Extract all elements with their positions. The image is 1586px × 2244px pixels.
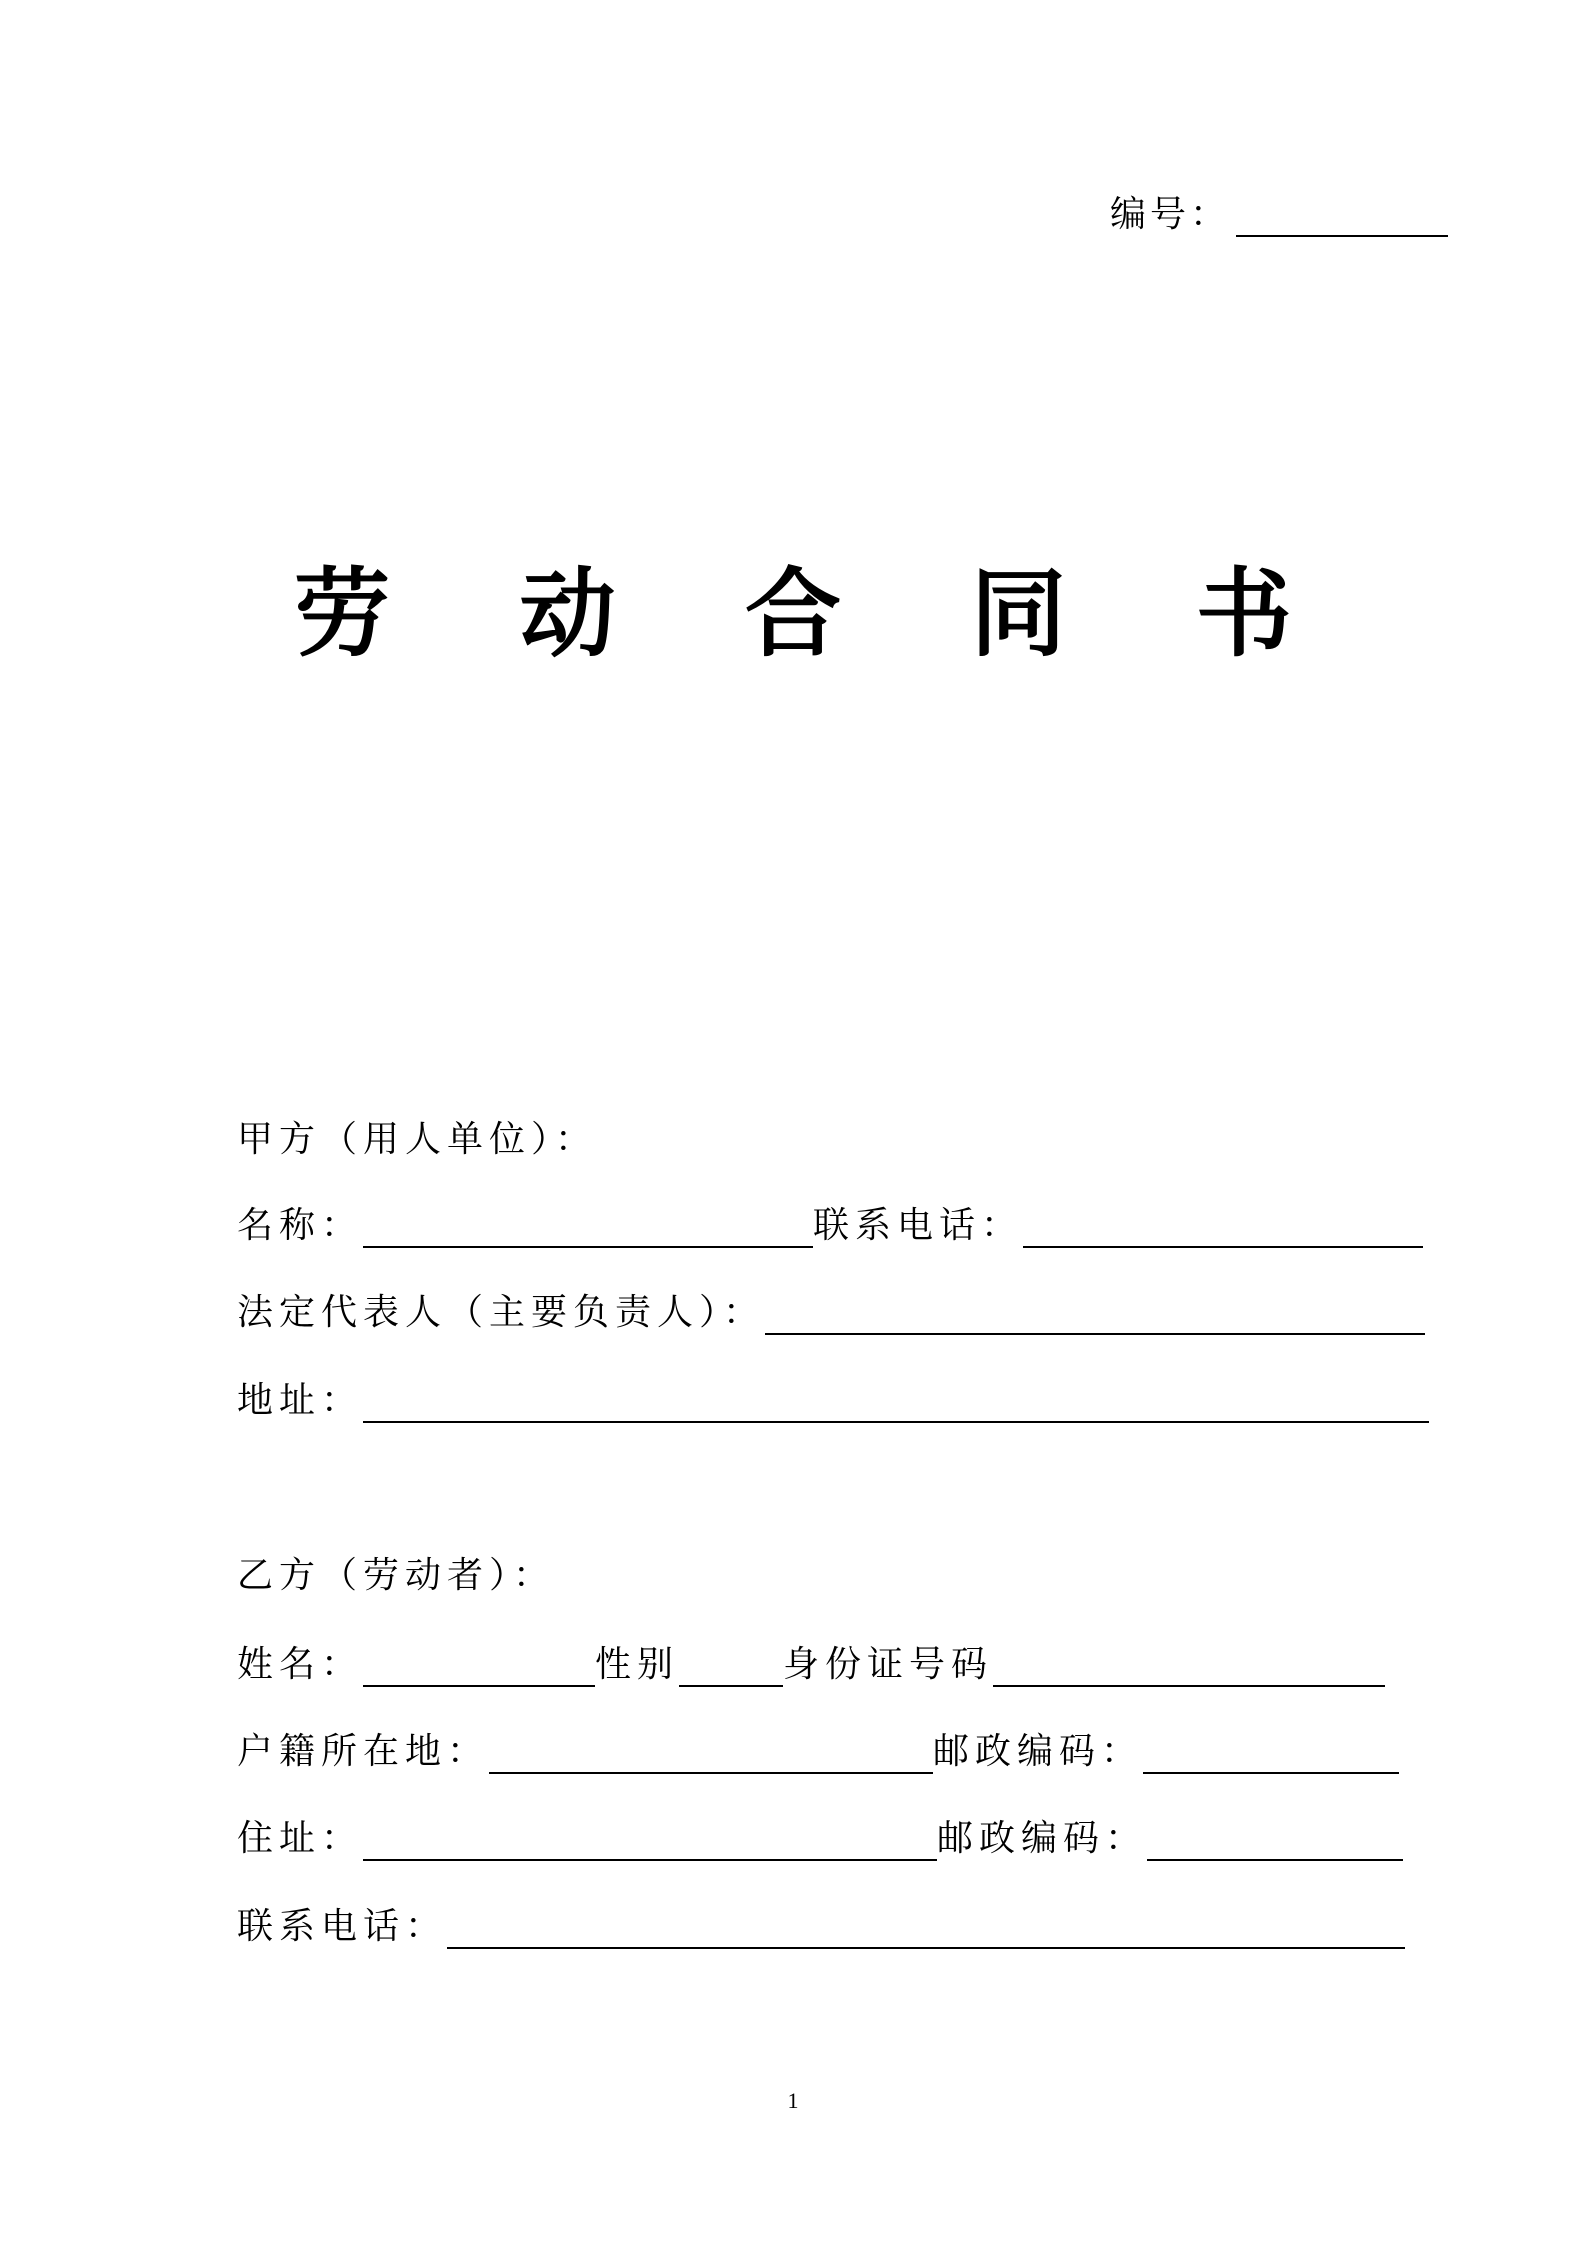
party-a-legal-rep-label: 法定代表人（主要负责人）： [237,1292,766,1333]
party-b-phone-label: 联系电话： [237,1906,448,1947]
party-b-phone-row [237,1899,1405,1949]
party-b-household-row [237,1724,1399,1774]
serial-number-label: 编号： [1110,194,1231,235]
party-b-residence-blank[interactable] [363,1819,937,1861]
party-a-legal-rep-blank[interactable] [765,1293,1425,1335]
party-b-name-blank[interactable] [363,1645,595,1687]
party-b-heading [237,1548,555,1598]
party-a-phone-blank[interactable] [1023,1206,1423,1248]
serial-number-blank[interactable] [1236,191,1448,237]
party-b-residence-row [237,1811,1403,1861]
party-a-heading-text: 甲方（用人单位）： [237,1119,598,1160]
party-b-id-label: 身份证号码 [783,1644,994,1685]
page-number: 1 [787,2088,799,2113]
party-b-household-label: 户籍所在地： [237,1731,490,1772]
party-b-identity-row [237,1637,1385,1687]
party-a-address-row [237,1373,1429,1423]
party-a-phone-label: 联系电话： [813,1205,1024,1246]
party-a-name-row [237,1198,1423,1248]
party-b-id-blank[interactable] [993,1645,1385,1687]
party-a-address-blank[interactable] [363,1381,1429,1423]
party-b-household-blank[interactable] [489,1732,933,1774]
party-a-address-label: 地址： [237,1380,364,1421]
document-title: 劳 动 合 同 书 [294,558,1340,670]
party-b-postcode-blank-2[interactable] [1147,1819,1403,1861]
party-a-name-label: 名称： [237,1205,364,1246]
party-b-gender-label: 性别 [595,1644,680,1685]
serial-number-field [1110,186,1448,237]
party-b-phone-blank[interactable] [447,1907,1405,1949]
party-a-name-blank[interactable] [363,1206,813,1248]
party-b-postcode-blank-1[interactable] [1143,1732,1399,1774]
party-a-legal-rep-row [237,1285,1425,1335]
party-b-name-label: 姓名： [237,1644,364,1685]
party-b-postcode-label-2: 邮政编码： [937,1818,1148,1859]
party-b-postcode-label-1: 邮政编码： [933,1731,1144,1772]
party-b-heading-text: 乙方（劳动者）： [237,1555,556,1596]
party-b-residence-label: 住址： [237,1818,364,1859]
party-b-gender-blank[interactable] [679,1645,783,1687]
party-a-heading [237,1112,597,1162]
